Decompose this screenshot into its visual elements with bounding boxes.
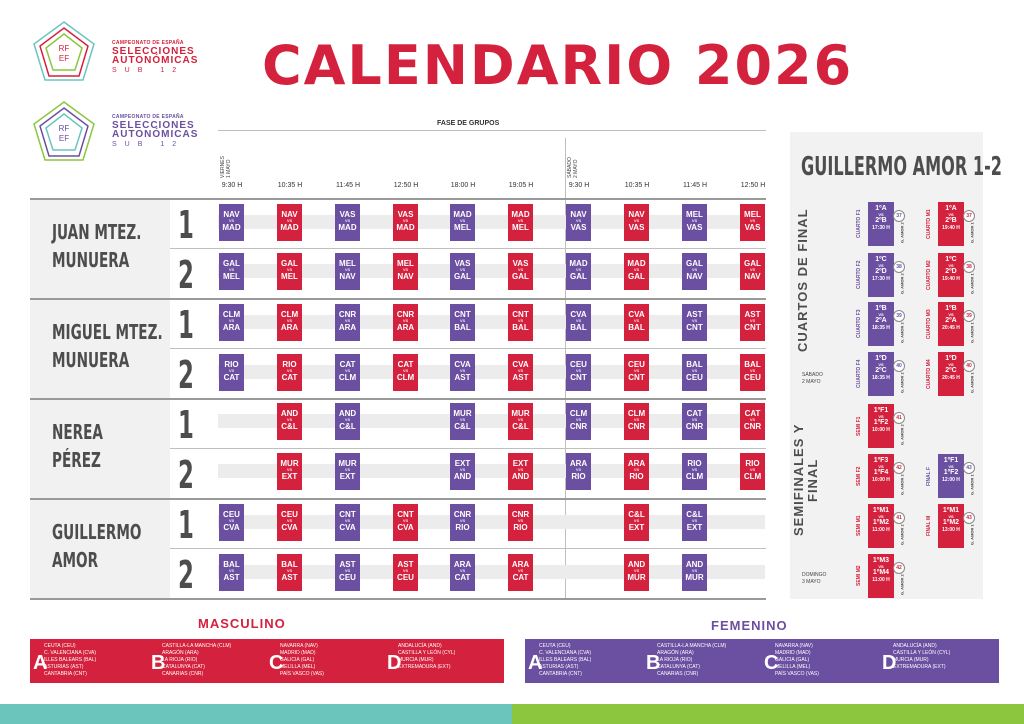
match-badge: MUR VS C&L — [508, 403, 533, 440]
venue-name: NEREA PÉREZ — [52, 420, 103, 472]
match-badge: CVA VS BAL — [624, 304, 649, 341]
match-badge: VAS VS MAD — [335, 204, 360, 241]
match-badge: MEL VS NAV — [335, 253, 360, 290]
match-badge: NAV VS MAD — [277, 204, 302, 241]
round-tag: CUARTO F4 — [856, 359, 862, 389]
match-badge: AND VS C&L — [335, 403, 360, 440]
court-number: 1 — [178, 403, 194, 447]
court-tag: G. AMOR 1 — [969, 222, 975, 244]
logo-line2: SELECCIONES AUTONÓMICAS — [112, 120, 199, 140]
round-box: 1ºM1 VS 1ºM2 11:00 H — [868, 504, 894, 548]
match-badge: MAD VS MEL — [508, 204, 533, 241]
svg-text:RF: RF — [58, 124, 70, 133]
round-tag: CUARTO F1 — [856, 209, 862, 239]
round-box: 1ºA VS 2ºB 17:30 H — [868, 202, 894, 246]
round-box: 1ºF3 VS 1ºF4 10:00 H — [868, 454, 894, 498]
court-tag: G. AMOR 2 — [899, 222, 905, 244]
match-badge: C&L VS EXT — [682, 504, 707, 541]
venue-rule — [30, 598, 766, 600]
group-teams: CASTILLA-LA MANCHA (CLM) ARAGÓN (ARA) LA RIOJA (RIO) CATALUNYA (CAT) CANARIAS (CNR) — [657, 643, 727, 677]
time-label: 9:30 H — [221, 182, 243, 189]
court-rule — [170, 548, 766, 549]
time-label: 12:50 H — [740, 182, 766, 189]
match-badge: CLM VS ARA — [277, 304, 302, 341]
match-badge: RIO VS CLM — [740, 453, 765, 490]
match-number-badge: 42 — [893, 462, 905, 474]
round-tag: SEMI M2 — [856, 565, 862, 587]
group-letter: D — [882, 652, 897, 674]
round-tag: SEMI F1 — [856, 416, 862, 436]
match-badge: NAV VS VAS — [566, 204, 591, 241]
court-tag: G. AMOR 1 — [969, 524, 975, 546]
group-box — [30, 639, 150, 683]
match-number-badge: 40 — [893, 360, 905, 372]
match-number-badge: 38 — [963, 261, 975, 273]
sunday-label: DOMINGO 3 MAYO — [802, 572, 827, 585]
group-teams: CEUTA (CEU) C. VALENCIANA (CVA) ILLES BALEARS (BAL) ASTURIAS (AST) CANTABRIA (CNT) — [539, 643, 592, 677]
match-badge: RIO VS CAT — [219, 354, 244, 391]
sf-label: SEMIFINALES Y FINAL — [791, 423, 820, 537]
court-tag: G. AMOR 2 — [899, 372, 905, 394]
match-badge: CVA VS AST — [508, 354, 533, 391]
court-rule — [170, 248, 766, 249]
match-badge: CAT VS CLM — [393, 354, 418, 391]
group-teams: CASTILLA-LA MANCHA (CLM) ARAGÓN (ARA) LA RIOJA (RIO) CATALUNYA (CAT) CANARIAS (CNR) — [162, 643, 232, 677]
court-rule — [170, 448, 766, 449]
court-tag: G. AMOR 1 — [969, 273, 975, 295]
round-tag: FINAL F — [926, 466, 932, 486]
group-teams: NAVARRA (NAV) MADRID (MAD) GALICIA (GAL) MELILLA (MEL) PAÍS VASCO (VAS) — [280, 643, 324, 677]
group-letter: A — [33, 652, 48, 674]
time-label: 10:35 H — [624, 182, 650, 189]
group-teams: ANDALUCÍA (AND) CASTILLA Y LEÓN (CYL) MURCIA (MUR) EXTREMADURA (EXT) — [893, 643, 951, 670]
time-label: 18:00 H — [450, 182, 476, 189]
time-label: 10:35 H — [277, 182, 303, 189]
match-number-badge: 41 — [893, 412, 905, 424]
match-badge: CNT VS CVA — [335, 504, 360, 541]
match-number-badge: 41 — [893, 512, 905, 524]
match-number-badge: 43 — [963, 512, 975, 524]
time-label: 12:50 H — [393, 182, 419, 189]
court-number: 2 — [178, 253, 194, 297]
court-number: 1 — [178, 203, 194, 247]
match-badge: MUR VS C&L — [450, 403, 475, 440]
match-badge: CVA VS BAL — [566, 304, 591, 341]
round-box: 1ºC VS 2ºD 17:30 H — [868, 253, 894, 297]
knockout-title: GUILLERMO AMOR 1-2 — [801, 152, 1003, 182]
match-badge: CVA VS AST — [450, 354, 475, 391]
group-teams: CEUTA (CEU) C. VALENCIANA (CVA) ILLES BALEARS (BAL) ASTURIAS (AST) CANTABRIA (CNT) — [44, 643, 97, 677]
group-box — [643, 639, 763, 683]
svg-text:RF: RF — [58, 44, 70, 53]
match-number-badge: 40 — [963, 360, 975, 372]
match-number-badge: 43 — [963, 462, 975, 474]
svg-text:EF: EF — [58, 134, 70, 143]
logo-line2: SELECCIONES AUTONÓMICAS — [112, 46, 199, 66]
round-tag: CUARTO M1 — [926, 209, 932, 239]
match-badge: GAL VS NAV — [740, 253, 765, 290]
time-label: 19:05 H — [508, 182, 534, 189]
court-number: 1 — [178, 303, 194, 347]
group-letter: B — [151, 652, 166, 674]
match-badge: VAS VS GAL — [450, 253, 475, 290]
match-badge: MAD VS GAL — [624, 253, 649, 290]
court-tag: G. AMOR 2 — [899, 474, 905, 496]
court-number: 2 — [178, 353, 194, 397]
match-badge: AST VS CNT — [740, 304, 765, 341]
venue-name-box — [30, 500, 170, 598]
saturday-label: SÁBADO 2 MAYO — [802, 372, 823, 385]
match-badge: BAL VS CEU — [682, 354, 707, 391]
match-badge: BAL VS CEU — [740, 354, 765, 391]
footer-bar-teal — [0, 704, 512, 724]
match-badge: GAL VS MEL — [277, 253, 302, 290]
round-box: 1ºM1 VS 1ºM2 13:00 H — [938, 504, 964, 548]
match-badge: AND VS MUR — [624, 554, 649, 591]
match-badge: CNT VS CVA — [393, 504, 418, 541]
match-badge: GAL VS MEL — [219, 253, 244, 290]
round-tag: CUARTO F3 — [856, 309, 862, 339]
femenino-heading: FEMENINO — [711, 618, 788, 633]
group-box — [879, 639, 999, 683]
match-badge: MEL VS VAS — [682, 204, 707, 241]
match-badge: CNR VS ARA — [393, 304, 418, 341]
venue-name: JUAN MTEZ. MUNUERA — [52, 220, 142, 272]
match-badge: MUR VS EXT — [277, 453, 302, 490]
pentagon-logo-icon — [32, 100, 96, 164]
round-box: 1ºD VS 2ºC 20:45 H — [938, 352, 964, 396]
match-badge: AST VS CEU — [335, 554, 360, 591]
round-box: 1ºA VS 2ºB 19:40 H — [938, 202, 964, 246]
match-badge: CAT VS CLM — [335, 354, 360, 391]
match-badge: ARA VS CAT — [450, 554, 475, 591]
round-box: 1ºC VS 2ºD 19:40 H — [938, 253, 964, 297]
venue-name-box — [30, 300, 170, 398]
pentagon-logo-icon — [32, 20, 96, 84]
round-box: 1ºF1 VS 1ºF2 12:00 H — [938, 454, 964, 498]
group-box — [525, 639, 645, 683]
match-badge: CNR VS RIO — [450, 504, 475, 541]
logo-line3: SUB 12 — [112, 67, 185, 74]
match-badge: NAV VS VAS — [624, 204, 649, 241]
court-tag: G. AMOR 2 — [899, 524, 905, 546]
match-badge: AST VS CEU — [393, 554, 418, 591]
group-box — [384, 639, 504, 683]
round-tag: SEMI M1 — [856, 515, 862, 537]
venue-name-box — [30, 200, 170, 298]
court-tag: G. AMOR 1 — [969, 474, 975, 496]
match-badge: AST VS CNT — [682, 304, 707, 341]
court-tag: G. AMOR 1 — [969, 372, 975, 394]
match-badge: ARA VS RIO — [566, 453, 591, 490]
court-tag: G. AMOR 2 — [899, 273, 905, 295]
match-badge: MUR VS EXT — [335, 453, 360, 490]
match-badge: MEL VS VAS — [740, 204, 765, 241]
round-tag: CUARTO F2 — [856, 260, 862, 290]
match-badge: VAS VS GAL — [508, 253, 533, 290]
round-tag: SEMI F2 — [856, 466, 862, 486]
group-teams: ANDALUCÍA (AND) CASTILLA Y LEÓN (CYL) MURCIA (MUR) EXTREMADURA (EXT) — [398, 643, 456, 670]
group-box — [761, 639, 881, 683]
match-badge: ARA VS CAT — [508, 554, 533, 591]
match-badge: AND VS C&L — [277, 403, 302, 440]
group-letter: D — [387, 652, 402, 674]
group-teams: NAVARRA (NAV) MADRID (MAD) GALICIA (GAL) MELILLA (MEL) PAÍS VASCO (VAS) — [775, 643, 819, 677]
match-badge: CEU VS CVA — [277, 504, 302, 541]
court-rule — [170, 348, 766, 349]
round-box: 1ºD VS 2ºC 18:35 H — [868, 352, 894, 396]
match-badge: CNT VS BAL — [450, 304, 475, 341]
day2-label: SÁBADO 2 MAYO — [567, 157, 579, 178]
match-badge: ARA VS RIO — [624, 453, 649, 490]
round-box: 1ºF1 VS 1ºF2 10:00 H — [868, 404, 894, 448]
match-badge: CAT VS CNR — [740, 403, 765, 440]
match-number-badge: 42 — [893, 562, 905, 574]
qf-label: CUARTOS DE FINAL — [795, 208, 810, 352]
round-tag: CUARTO M2 — [926, 260, 932, 290]
match-badge: CNR VS ARA — [335, 304, 360, 341]
match-badge: CEU VS CNT — [624, 354, 649, 391]
venue-name: GUILLERMO AMOR — [52, 520, 142, 572]
phase-rule — [218, 130, 766, 131]
round-box: 1ºB VS 2ºA 20:45 H — [938, 302, 964, 346]
time-label: 11:45 H — [683, 182, 707, 189]
group-letter: C — [269, 652, 284, 674]
round-tag: CUARTO M3 — [926, 309, 932, 339]
match-badge: CLM VS CNR — [566, 403, 591, 440]
court-number: 2 — [178, 553, 194, 597]
match-badge: RIO VS CAT — [277, 354, 302, 391]
match-badge: CNT VS BAL — [508, 304, 533, 341]
match-number-badge: 38 — [893, 261, 905, 273]
time-label: 9:30 H — [568, 182, 590, 189]
phase-label: FASE DE GRUPOS — [437, 120, 500, 127]
page-title: CALENDARIO 2026 — [262, 34, 854, 97]
match-badge: MAD VS GAL — [566, 253, 591, 290]
logo-line1: CAMPEONATO DE ESPAÑA — [112, 114, 184, 120]
logo-line1: CAMPEONATO DE ESPAÑA — [112, 40, 184, 46]
match-badge: C&L VS EXT — [624, 504, 649, 541]
group-letter: A — [528, 652, 543, 674]
match-number-badge: 39 — [893, 310, 905, 322]
court-number: 2 — [178, 453, 194, 497]
footer-bar-green — [512, 704, 1024, 724]
match-number-badge: 37 — [893, 210, 905, 222]
match-badge: BAL VS AST — [277, 554, 302, 591]
venue-name: MIGUEL MTEZ. MUNUERA — [52, 320, 163, 372]
match-badge: MEL VS NAV — [393, 253, 418, 290]
court-tag: G. AMOR 2 — [899, 424, 905, 446]
court-tag: G. AMOR 1 — [969, 322, 975, 344]
day1-label: VIERNES 1 MAYO — [220, 156, 232, 178]
time-label: 11:45 H — [336, 182, 360, 189]
match-badge: CEU VS CNT — [566, 354, 591, 391]
match-badge: CEU VS CVA — [219, 504, 244, 541]
match-badge: CNR VS RIO — [508, 504, 533, 541]
match-badge: AND VS MUR — [682, 554, 707, 591]
round-tag: CUARTO M4 — [926, 359, 932, 389]
group-letter: C — [764, 652, 779, 674]
group-letter: B — [646, 652, 661, 674]
round-tag: FINAL M — [926, 515, 932, 537]
match-badge: NAV VS MAD — [219, 204, 244, 241]
court-number: 1 — [178, 503, 194, 547]
court-tag: G. AMOR 2 — [899, 574, 905, 596]
round-box: 1ºM3 VS 1ºM4 11:00 H — [868, 554, 894, 598]
logo-line3: SUB 12 — [112, 141, 185, 148]
court-tag: G. AMOR 2 — [899, 322, 905, 344]
match-number-badge: 37 — [963, 210, 975, 222]
venue-name-box — [30, 400, 170, 498]
match-badge: CLM VS CNR — [624, 403, 649, 440]
match-badge: CAT VS CNR — [682, 403, 707, 440]
match-badge: CLM VS ARA — [219, 304, 244, 341]
match-badge: MAD VS MEL — [450, 204, 475, 241]
match-badge: VAS VS MAD — [393, 204, 418, 241]
group-box — [266, 639, 386, 683]
match-number-badge: 39 — [963, 310, 975, 322]
match-badge: EXT VS AND — [508, 453, 533, 490]
round-box: 1ºB VS 2ºA 18:35 H — [868, 302, 894, 346]
match-badge: GAL VS NAV — [682, 253, 707, 290]
svg-text:EF: EF — [58, 54, 70, 63]
match-badge: EXT VS AND — [450, 453, 475, 490]
match-badge: BAL VS AST — [219, 554, 244, 591]
group-box — [148, 639, 268, 683]
masculino-heading: MASCULINO — [198, 616, 286, 631]
match-badge: RIO VS CLM — [682, 453, 707, 490]
